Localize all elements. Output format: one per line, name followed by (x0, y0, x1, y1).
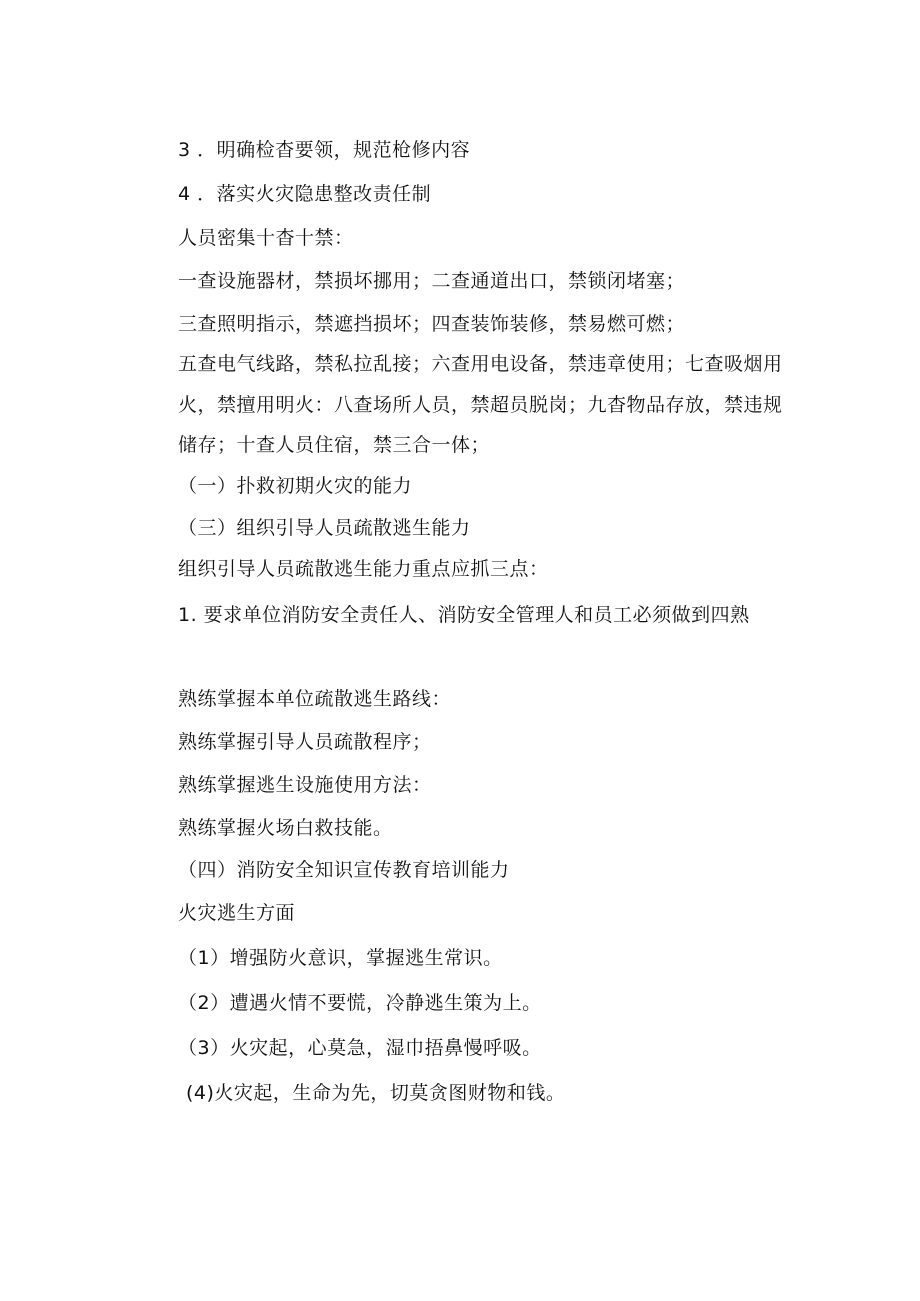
text-line-10: （三）组织引导人员疏散逃生能力 (178, 517, 471, 539)
text-line-5: 三查照明指示，禁遮挡损坏；四查装饰装修，禁易燃可燃； (178, 313, 686, 335)
text-line-4: 一查设施器材，禁损坏挪用；二查通道出口，禁锁闭堵塞； (178, 270, 686, 292)
text-line-11: 组织引导人员疏散逃生能力重点应抓三点： (178, 558, 549, 580)
text-line-20: （2）遭遇火情不要慌，冷静逃生策为上。 (178, 992, 542, 1014)
text-line-22: (4)火灾起，生命为先，切莫贪图财物和钱。 (186, 1082, 566, 1104)
text-line-18: 火灾逃生方面 (178, 902, 296, 924)
text-line-19: （1）增强防火意识，掌握逃生常识。 (178, 947, 503, 969)
text-line-14: 熟练掌握引导人员疏散程序； (178, 731, 432, 753)
text-line-7: 火，禁擅用明火：八查场所人员，禁超员脱岗；九杳物品存放，禁违规 (178, 394, 783, 416)
text-line-16: 熟练掌握火场白救技能。 (178, 817, 393, 839)
text-line-9: （一）扑救初期火灾的能力 (178, 475, 413, 497)
text-line-8: 储存；十查人员住宿，禁三合一体； (178, 434, 491, 456)
text-line-1: 3 ．明确检杳要领，规范枪修内容 (178, 139, 471, 161)
text-line-3: 人员密集十杳十禁： (178, 227, 354, 249)
text-line-21: （3）火灾起，心莫急，湿巾捂鼻慢呼吸。 (178, 1037, 542, 1059)
text-line-17: （四）消防安全知识宣传教育培训能力 (178, 859, 510, 881)
text-line-13: 熟练掌握本单位疏散逃生路线： (178, 688, 452, 710)
text-line-15: 熟练掌握逃生设施使用方法： (178, 774, 432, 796)
text-line-12: 1. 要求单位消防安全责任人、消防安全管理人和员工必须做到四熟 (178, 604, 750, 626)
text-line-2: 4 ．落实火灾隐患整改责任制 (178, 183, 432, 205)
text-line-6: 五查电气线路，禁私拉乱接；六查用电设备，禁违章使用；七查吸烟用 (178, 353, 783, 375)
